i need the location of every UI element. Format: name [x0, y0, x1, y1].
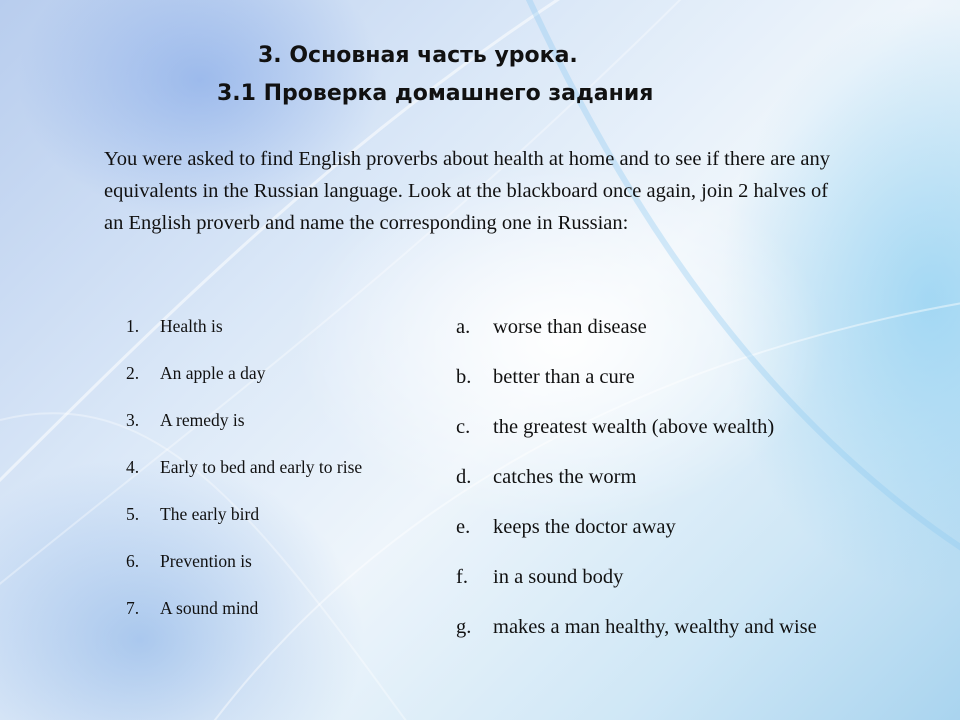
list-item [126, 545, 426, 577]
first-halves-list [126, 310, 426, 639]
list-item [456, 410, 936, 460]
item-letter: b. [456, 366, 472, 388]
list-item [456, 310, 936, 360]
item-number: 7. [126, 598, 140, 618]
list-item [126, 310, 426, 342]
item-number: 3. [126, 410, 140, 430]
list-item [456, 610, 936, 660]
item-number: 6. [126, 551, 140, 571]
item-text: Early to bed and early to rise [160, 457, 363, 477]
list-item [126, 498, 426, 530]
item-number: 2. [126, 363, 140, 383]
list-item [126, 451, 426, 483]
item-text: Health is [160, 316, 223, 336]
item-letter: c. [456, 416, 471, 438]
item-number: 4. [126, 457, 140, 477]
item-text: catches the worm [493, 466, 637, 488]
item-text: A remedy is [160, 410, 245, 430]
intro-paragraph: You were asked to find English proverbs about health at home and to see if there are any equivalents in the Russian language. Look at the blackboard once again, join 2 halves of an English proverb and name the corresponding one in Russian: [104, 148, 831, 234]
list-item [126, 404, 426, 436]
item-text: the greatest wealth (above wealth) [493, 416, 775, 438]
second-halves-list [456, 310, 936, 660]
list-item [456, 510, 936, 560]
item-text: A sound mind [160, 598, 259, 618]
list-item [456, 360, 936, 410]
item-letter: d. [456, 466, 472, 488]
item-text: in a sound body [493, 566, 624, 588]
item-letter: a. [456, 316, 471, 338]
title-line-1: 3. Основная часть урока. [258, 43, 578, 68]
item-text: The early bird [160, 504, 260, 524]
item-letter: g. [456, 616, 472, 638]
item-text: better than a cure [493, 366, 635, 388]
list-item [456, 460, 936, 510]
list-item [126, 592, 426, 624]
title-line-2: 3.1 Проверка домашнего задания [217, 81, 654, 106]
item-letter: e. [456, 516, 471, 538]
item-text: Prevention is [160, 551, 252, 571]
item-text: An apple a day [160, 363, 266, 383]
item-text: makes a man healthy, wealthy and wise [493, 616, 817, 638]
item-letter: f. [456, 566, 468, 588]
item-number: 1. [126, 316, 140, 336]
item-text: keeps the doctor away [493, 516, 676, 538]
item-number: 5. [126, 504, 140, 524]
item-text: worse than disease [493, 316, 647, 338]
list-item [456, 560, 936, 610]
list-item [126, 357, 426, 389]
